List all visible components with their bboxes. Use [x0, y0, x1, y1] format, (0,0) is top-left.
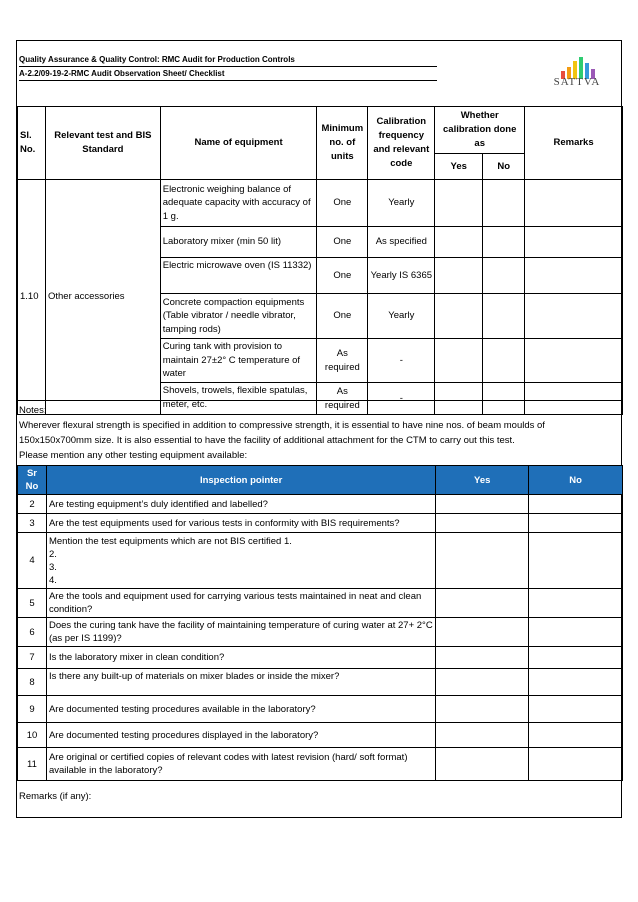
sr-number: 7: [18, 647, 47, 669]
checklist-page: [16, 40, 622, 818]
no-cell[interactable]: [529, 495, 623, 514]
yes-cell[interactable]: [436, 748, 529, 781]
remarks-cell[interactable]: [525, 339, 623, 383]
sr-number: 11: [18, 748, 47, 781]
header-equipment: Name of equipment: [160, 107, 317, 180]
notes-line-2: 150x150x700mm size. It is also essential to have the facility of additional attachment for the CTM to carry out this test.: [19, 435, 515, 446]
inspection-pointer: Are the tools and equipment used for carrying various tests maintained in neat and clean condition?: [46, 589, 435, 618]
inspection-pointer: [46, 533, 435, 589]
inspection-pointer: Does the curing tank have the facility of maintaining temperature of curing water at 27+ 2°C (as per IS 1199)?: [46, 618, 435, 647]
no-cell[interactable]: [483, 227, 525, 258]
no-cell[interactable]: [483, 258, 525, 294]
inspection-pointer: Is the laboratory mixer in clean condition?: [46, 647, 435, 669]
header-whether: Whether calibration done as: [435, 107, 525, 154]
yes-cell[interactable]: [435, 180, 483, 227]
yes-cell[interactable]: [436, 618, 529, 647]
yes-cell[interactable]: [435, 227, 483, 258]
no-cell[interactable]: [483, 339, 525, 383]
no-cell[interactable]: [529, 618, 623, 647]
sr-number: 5: [18, 589, 47, 618]
sr-number: 3: [18, 514, 47, 533]
yes-cell[interactable]: [436, 669, 529, 696]
pointer-item: 4.: [48, 574, 57, 586]
min-units: One: [317, 227, 368, 258]
sl-number: 1.10: [18, 180, 46, 415]
document-subtitle: A-2.2/09-19-2-RMC Audit Observation Sheet/ Checklist: [19, 69, 225, 78]
table-row: [18, 696, 623, 723]
yes-cell[interactable]: [435, 339, 483, 383]
table-row: [18, 589, 623, 618]
header-standard: Relevant test and BIS Standard: [45, 107, 160, 180]
table-row: [18, 748, 623, 781]
min-units: One: [317, 258, 368, 294]
yes-cell[interactable]: [436, 696, 529, 723]
no-cell[interactable]: [529, 669, 623, 696]
yes-cell[interactable]: [436, 589, 529, 618]
equipment-name: Curing tank with provision to maintain 27±2° C temperature of water: [160, 339, 317, 383]
header-inspection-pointer: Inspection pointer: [46, 466, 435, 495]
inspection-header: [18, 466, 623, 495]
header-calibration: Calibration frequency and relevant code: [368, 107, 435, 180]
header-sl: Sl. No.: [18, 107, 46, 180]
table-row: [18, 669, 623, 696]
remarks-cell[interactable]: [525, 258, 623, 294]
table-row: [18, 723, 623, 748]
no-cell[interactable]: [483, 180, 525, 227]
standard-name: Other accessories: [45, 180, 160, 415]
notes-label: Notes:: [19, 405, 47, 416]
min-units: As required: [317, 383, 368, 415]
no-cell[interactable]: [529, 533, 623, 589]
inspection-pointer: Are original or certified copies of relevant codes with latest revision (hard/ soft format) available in the laboratory?: [46, 748, 435, 781]
pointer-item: 3.: [48, 561, 57, 573]
min-units: One: [317, 180, 368, 227]
no-cell[interactable]: [529, 589, 623, 618]
inspection-pointer: Are documented testing procedures displayed in the laboratory?: [46, 723, 435, 748]
table-row: [18, 533, 623, 589]
equipment-name: Shovels, trowels, flexible spatulas, meter, etc.: [160, 383, 317, 415]
header-no: No: [529, 466, 623, 495]
equipment-name: Electric microwave oven (IS 11332): [160, 258, 317, 294]
inspection-table: [17, 465, 623, 781]
header-remarks: Remarks: [525, 107, 623, 180]
logo-text: SATTVA: [553, 76, 601, 88]
yes-cell[interactable]: [436, 495, 529, 514]
yes-cell[interactable]: [436, 723, 529, 748]
calibration: Yearly IS 6365: [368, 258, 435, 294]
sr-number: 4: [18, 533, 47, 589]
header-yes: Yes: [435, 154, 483, 180]
header-min-units: Minimum no. of units: [317, 107, 368, 180]
yes-cell[interactable]: [436, 533, 529, 589]
header-no: No: [483, 154, 525, 180]
equipment-name: Laboratory mixer (min 50 lit): [160, 227, 317, 258]
notes-line-1: Wherever flexural strength is specified in addition to compressive strength, it is essential to have nine nos. of beam moulds of: [19, 420, 545, 431]
subtitle-underline: [19, 80, 437, 81]
table-row: [18, 495, 623, 514]
inspection-pointer: Are testing equipment’s duly identified and labelled?: [46, 495, 435, 514]
equipment-row: [18, 180, 623, 227]
inspection-pointer: Is there any built-up of materials on mixer blades or inside the mixer?: [46, 669, 435, 696]
inspection-pointer: Are the test equipments used for various tests in conformity with BIS requirements?: [46, 514, 435, 533]
min-units: As required: [317, 339, 368, 383]
notes-section: [17, 400, 623, 465]
remarks-label: Remarks (if any):: [19, 791, 92, 802]
sr-number: 10: [18, 723, 47, 748]
inspection-pointer: Are documented testing procedures available in the laboratory?: [46, 696, 435, 723]
no-cell[interactable]: [529, 514, 623, 533]
calibration: Yearly: [368, 294, 435, 339]
yes-cell[interactable]: [436, 647, 529, 669]
yes-cell[interactable]: [435, 294, 483, 339]
no-cell[interactable]: [483, 294, 525, 339]
calibration: -: [368, 383, 435, 415]
header-yes: Yes: [436, 466, 529, 495]
sr-number: 9: [18, 696, 47, 723]
remarks-cell[interactable]: [525, 294, 623, 339]
sr-number: 8: [18, 669, 47, 696]
table-row: [18, 618, 623, 647]
no-cell[interactable]: [529, 748, 623, 781]
calibration: -: [368, 339, 435, 383]
yes-cell[interactable]: [435, 258, 483, 294]
remarks-cell[interactable]: [525, 227, 623, 258]
calibration: Yearly: [368, 180, 435, 227]
equipment-name: Electronic weighing balance of adequate capacity with accuracy of 1 g.: [160, 180, 317, 227]
table-row: [18, 647, 623, 669]
calibration: As specified: [368, 227, 435, 258]
no-cell[interactable]: [529, 647, 623, 669]
equipment-table: [17, 106, 623, 415]
pointer-item: 2.: [48, 548, 57, 560]
equipment-name: Concrete compaction equipments (Table vibrator / needle vibrator, tamping rods): [160, 294, 317, 339]
sr-number: 2: [18, 495, 47, 514]
sr-number: 6: [18, 618, 47, 647]
header-sr-no: Sr No: [18, 466, 47, 495]
remarks-cell[interactable]: [525, 180, 623, 227]
no-cell[interactable]: [529, 723, 623, 748]
document-title: Quality Assurance & Quality Control: RMC Audit for Production Controls: [19, 55, 295, 64]
title-underline: [19, 66, 437, 67]
pointer-text: Mention the test equipments which are not BIS certified 1.: [48, 535, 292, 547]
table-row: [18, 514, 623, 533]
notes-line-3: Please mention any other testing equipment available:: [19, 450, 248, 461]
min-units: One: [317, 294, 368, 339]
yes-cell[interactable]: [436, 514, 529, 533]
no-cell[interactable]: [529, 696, 623, 723]
